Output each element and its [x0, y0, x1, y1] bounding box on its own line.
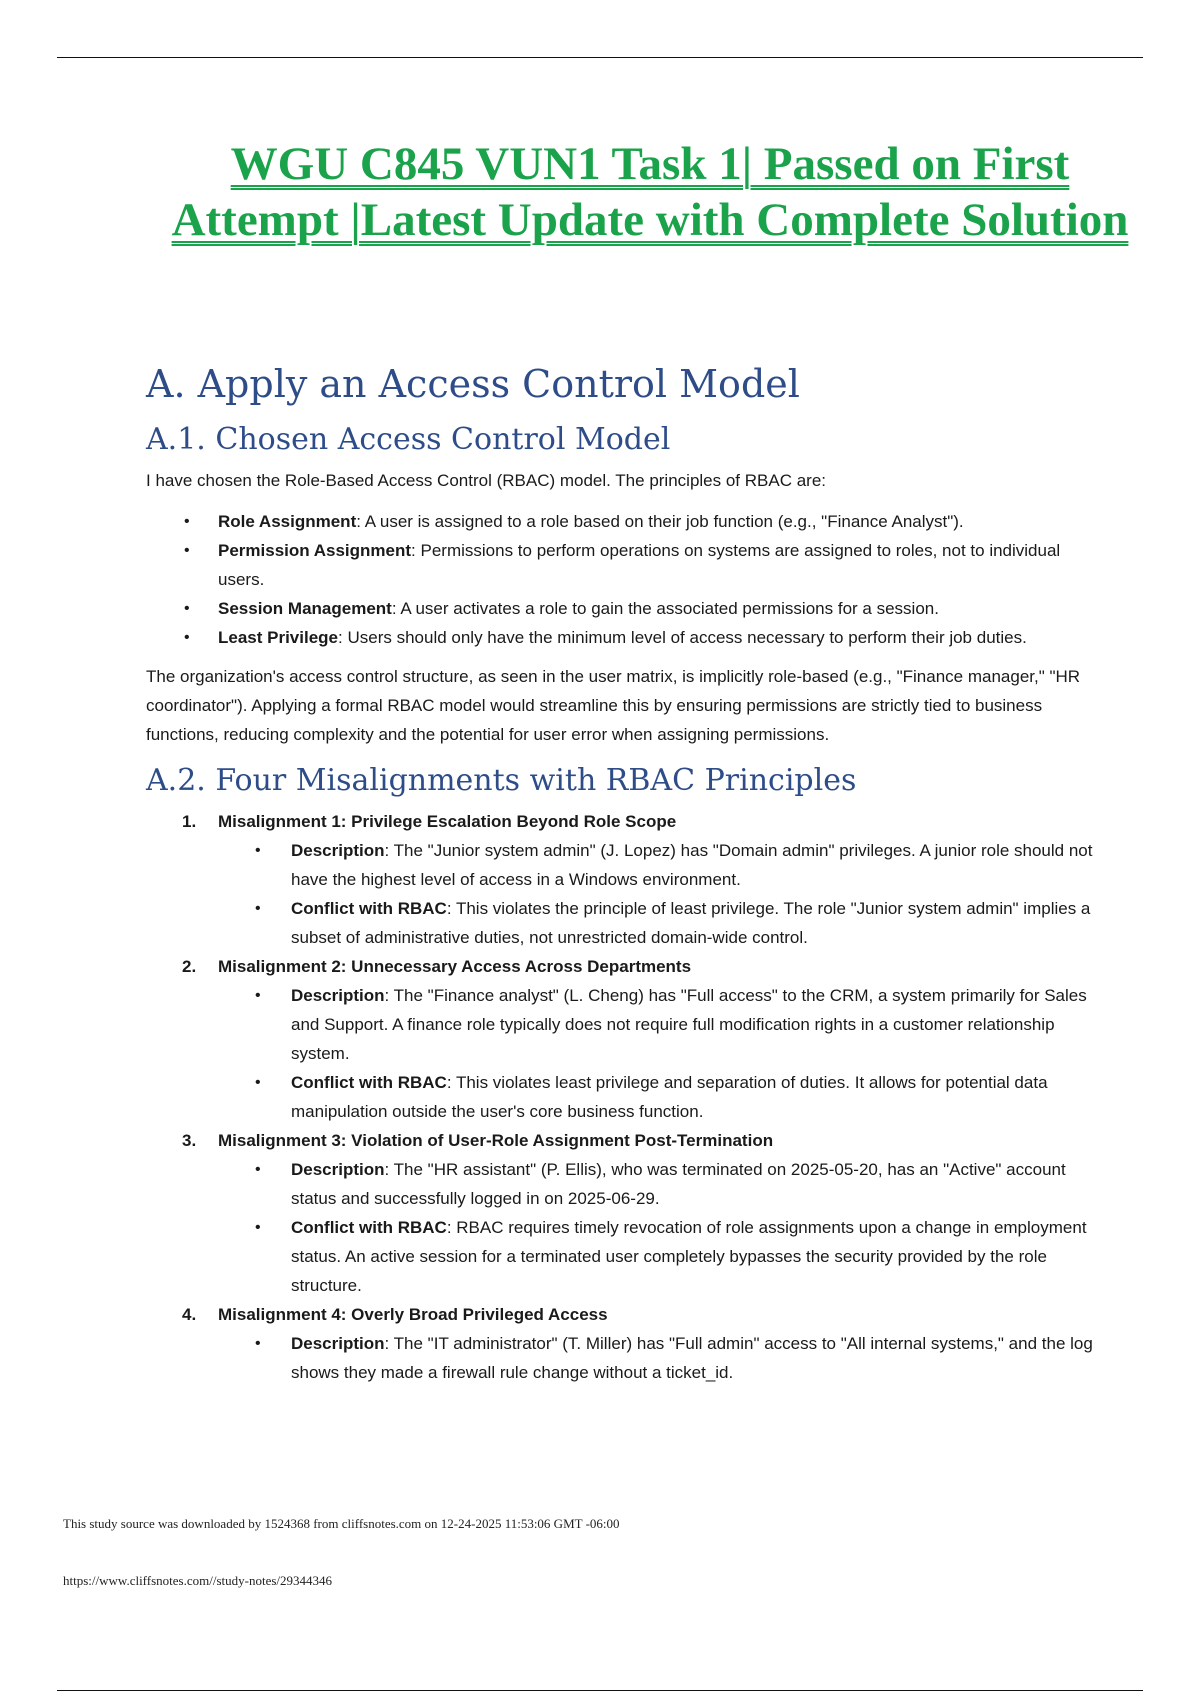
- section-a1-intro: I have chosen the Role-Based Access Control (RBAC) model. The principles of RBAC are:: [146, 471, 826, 490]
- detail-term: Description: [291, 986, 385, 1005]
- detail-text: : This violates the principle of least privilege. The role "Junior system admin" implies a subset of administrative duties, not unrestricted domain-wide control.: [291, 899, 1091, 947]
- misalignment-item: [182, 1300, 1096, 1387]
- detail-text: : The "Junior system admin" (J. Lopez) has "Domain admin" privileges. A junior role should not have the highest level of access in a Windows environment.: [291, 841, 1093, 889]
- misalignment-title: Misalignment 1: Privilege Escalation Beyond Role Scope: [218, 812, 677, 831]
- misalignment-details: [218, 1329, 1096, 1387]
- detail-term: Description: [291, 1160, 385, 1179]
- list-item: [291, 836, 1096, 894]
- detail-term: Conflict with RBAC: [291, 1073, 447, 1092]
- list-item: [218, 507, 1096, 536]
- principle-term: Role Assignment: [218, 512, 357, 531]
- bottom-rule: [57, 1690, 1143, 1691]
- list-item: [291, 1155, 1096, 1213]
- item-number: 3.: [182, 1131, 197, 1150]
- principle-text: : A user is assigned to a role based on their job function (e.g., "Finance Analyst").: [356, 512, 964, 531]
- source-url: https://www.cliffsnotes.com//study-notes/29344346: [63, 1573, 333, 1588]
- detail-term: Description: [291, 1334, 385, 1353]
- item-number: 1.: [182, 812, 197, 831]
- principle-text: : A user activates a role to gain the associated permissions for a session.: [391, 599, 939, 618]
- section-a2-heading: A.2. Four Misalignments with RBAC Principles: [146, 763, 857, 798]
- misalignment-details: [218, 1155, 1096, 1300]
- detail-term: Description: [291, 841, 385, 860]
- document-body: [146, 360, 1096, 1387]
- title-line-1: WGU C845 VUN1 Task 1| Passed on First: [230, 138, 1070, 190]
- detail-term: Conflict with RBAC: [291, 899, 447, 918]
- detail-text: : RBAC requires timely revocation of role assignments upon a change in employment status. An active session for a terminated user completely bypasses the security provided by the role structure.: [291, 1218, 1087, 1295]
- misalignment-item: [182, 952, 1096, 1126]
- misalignment-details: [218, 981, 1096, 1126]
- misalignments-list: [146, 807, 1096, 1387]
- section-a-heading: A. Apply an Access Control Model: [146, 362, 800, 406]
- detail-term: Conflict with RBAC: [291, 1218, 447, 1237]
- misalignment-title: Misalignment 3: Violation of User-Role Assignment Post-Termination: [218, 1131, 774, 1150]
- misalignment-item: [182, 807, 1096, 952]
- misalignment-title: Misalignment 4: Overly Broad Privileged Access: [218, 1305, 608, 1324]
- list-item: [291, 1068, 1096, 1126]
- principle-term: Session Management: [218, 599, 392, 618]
- list-item: [218, 536, 1096, 594]
- misalignment-title: Misalignment 2: Unnecessary Access Across Departments: [218, 957, 692, 976]
- misalignment-item: [182, 1126, 1096, 1300]
- list-item: [291, 1213, 1096, 1300]
- section-a1-heading: A.1. Chosen Access Control Model: [146, 422, 671, 457]
- rbac-principles-list: [146, 507, 1096, 652]
- principle-term: Least Privilege: [218, 628, 339, 647]
- detail-text: : The "Finance analyst" (L. Cheng) has "Full access" to the CRM, a system primarily for Sales and Support. A finance role typically does not require full modification rights in a customer relationship system.: [291, 986, 1087, 1063]
- item-number: 4.: [182, 1305, 197, 1324]
- principle-text: : Permissions to perform operations on systems are assigned to roles, not to individual users.: [218, 541, 1061, 589]
- detail-text: : This violates least privilege and separation of duties. It allows for potential data manipulation outside the user's core business function.: [291, 1073, 1048, 1121]
- list-item: [218, 623, 1096, 652]
- title-line-2: Attempt |Latest Update with Complete Solution: [171, 194, 1129, 246]
- top-rule: [57, 57, 1143, 58]
- download-notice: This study source was downloaded by 1524368 from cliffsnotes.com on 12-24-2025 11:53:06 GMT -06:00: [63, 1516, 620, 1531]
- detail-text: : The "IT administrator" (T. Miller) has "Full admin" access to "All internal systems," and the log shows they made a firewall rule change without a ticket_id.: [291, 1334, 1093, 1382]
- list-item: [218, 594, 1096, 623]
- detail-text: : The "HR assistant" (P. Ellis), who was terminated on 2025-05-20, has an "Active" account status and successfully logged in on 2025-06-29.: [291, 1160, 1066, 1208]
- list-item: [291, 1329, 1096, 1387]
- document-title: [150, 136, 1150, 248]
- list-item: [291, 981, 1096, 1068]
- list-item: [291, 894, 1096, 952]
- org-structure-paragraph: The organization's access control structure, as seen in the user matrix, is implicitly role-based (e.g., "Finance manager," "HR coordinator"). Applying a formal RBAC model would streamline this by ensuring permissions are strictly tied to business functions, reducing complexity and the potential for user error when assigning permissions.: [146, 667, 1081, 744]
- item-number: 2.: [182, 957, 197, 976]
- principle-term: Permission Assignment: [218, 541, 412, 560]
- misalignment-details: [218, 836, 1096, 952]
- principle-text: : Users should only have the minimum level of access necessary to perform their job duties.: [338, 628, 1027, 647]
